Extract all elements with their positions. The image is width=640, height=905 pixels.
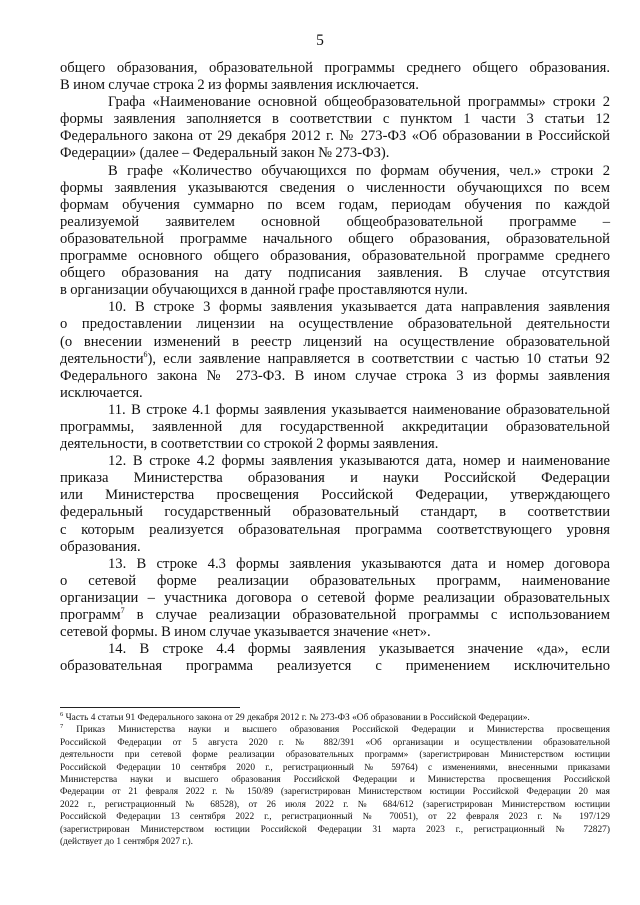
text-line: образовательной программе начального общего образования, образовательной — [60, 230, 610, 247]
footnote-ref-6[interactable]: 6 — [143, 349, 148, 359]
text-line: деятельности, в соответствии со строкой 2 формы заявления. — [60, 436, 439, 453]
paragraph — [60, 94, 610, 162]
footnote-line: деятельности при сетевой форме реализации образовательных программ» (зарегистрирован Министерством юстиции — [60, 750, 610, 761]
text-line: (о внесении изменений в реестр лицензий на осуществление образовательной — [60, 333, 610, 350]
paragraph — [60, 60, 610, 94]
text-segment: Часть 4 статьи 91 Федерального закона от 29 декабря 2012 г. № 273-ФЗ «Об образовании в Российской Федерации». — [63, 713, 530, 723]
footnotes — [60, 712, 610, 848]
text-line: 10. В строке 3 формы заявления указывается дата направления заявления — [108, 299, 610, 316]
footnote-7 — [60, 724, 610, 848]
paragraph-item-14 — [60, 641, 610, 675]
footnote-line: 2022 г., регистрационный № 68528), от 26 июля 2022 г. № 684/612 (зарегистрирован Министерством юстиции — [60, 799, 610, 810]
footnote-mark: 7 — [60, 723, 64, 731]
text-line: 14. В строке 4.4 формы заявления указывается значение «да», если — [108, 641, 610, 658]
footnote-line: (действует до 1 сентября 2027 г.). — [60, 837, 193, 848]
text-line: программе основного общего образования, образовательной программе среднего — [60, 248, 610, 265]
text-segment: в случае реализации образовательной программы с использованием — [124, 607, 610, 623]
text-line: Федерального закона № 273-ФЗ. В ином случае строка 3 из формы заявления — [60, 367, 610, 384]
text-segment: Приказ Министерства науки и высшего образования Российской Федерации и Министерства просвещения — [63, 725, 610, 736]
paragraph — [60, 163, 610, 300]
text-line: Федерального закона от 29 декабря 2012 г. № 273-ФЗ «Об образовании в Российской — [60, 128, 610, 145]
paragraph-item-13 — [60, 556, 610, 641]
text-line: о предоставлении лицензии на осуществление образовательной деятельности — [60, 316, 610, 333]
text-line: приказа Министерства образования и науки Российской Федерации — [60, 470, 610, 487]
footnote-line: Российской Федерации 10 сентября 2020 г., регистрационный № 59764) с изменениями, внесенными приказами — [60, 762, 610, 773]
document-body — [60, 60, 610, 675]
text-line: В графе «Количество обучающихся по формам обучения, чел.» строки 2 — [108, 162, 610, 179]
footnote-line: (зарегистрирован Министерством юстиции Российской Федерации 31 марта 2023 г., регистрационный № 72827) — [60, 824, 610, 835]
text-line — [60, 607, 610, 624]
text-line: формы заявления заполняется в соответствии с пунктом 1 части 3 статьи 12 — [60, 111, 610, 128]
text-line: формы заявления указываются сведения о численности обучающихся по всем — [60, 179, 610, 196]
text-line: реализуемой заявителем основной общеобразовательной программе – — [60, 213, 610, 230]
footnote-line: Российской Федерации от 5 августа 2020 г. № 882/391 «Об организации и осуществлении образовательной — [60, 737, 610, 748]
footnote-line: Федерации от 21 февраля 2022 г. № 150/89 (зарегистрирован Министерством юстиции Российской Федерации 20 мая — [60, 787, 610, 798]
text-segment: деятельности — [60, 350, 144, 367]
text-line — [60, 351, 610, 368]
footnote-6 — [60, 712, 610, 724]
text-segment: ), если заявление направляется в соответствии с частью 10 статьи 92 — [147, 350, 610, 367]
text-line: формам обучения суммарно по всем годам, периодам обучения по каждой — [60, 196, 610, 213]
text-line: или Министерства просвещения Российской Федерации, утверждающего — [60, 487, 610, 504]
text-line: 13. В строке 4.3 формы заявления указываются дата и номер договора — [108, 555, 610, 572]
footnote-mark: 6 — [60, 710, 64, 718]
text-line: Графа «Наименование основной общеобразовательной программы» строки 2 — [108, 94, 610, 111]
text-line: В ином случае строка 2 из формы заявления исключается. — [60, 77, 419, 94]
text-line: образования. — [60, 538, 141, 555]
text-segment: программ — [60, 607, 121, 623]
footnote-line — [60, 712, 610, 724]
footnote-ref-7[interactable]: 7 — [120, 606, 125, 616]
paragraph-item-11 — [60, 402, 610, 453]
text-line: программы, заявленной для государственной аккредитации образовательной — [60, 418, 610, 435]
paragraph-item-10 — [60, 299, 610, 402]
text-line: общего образования, образовательной программы среднего общего образования. — [60, 60, 610, 76]
text-line: организации – участника договора о сетевой форме реализации образовательных — [60, 589, 610, 606]
footnote-line — [60, 724, 610, 736]
text-line: сетевой формы. В ином случае указывается значение «нет». — [60, 624, 431, 641]
text-line: с которым реализуется образовательная программа соответствующего уровня — [60, 521, 610, 538]
text-line: о сетевой форме реализации образовательных программ, наименование — [60, 572, 610, 589]
paragraph-item-12 — [60, 453, 610, 556]
text-line: 11. В строке 4.1 формы заявления указывается наименование образовательной — [108, 401, 610, 418]
text-line: в организации обучающихся в данной графе проставляются нули. — [60, 282, 468, 299]
text-line: образовательная программа реализуется с применением исключительно — [60, 658, 610, 675]
page-number: 5 — [316, 32, 324, 49]
footnote-line: Министерства науки и высшего образования Российской Федерации и Министерства просвещения Российской — [60, 775, 610, 786]
footnote-line: Российской Федерации 13 сентября 2022 г., регистрационный № 70051), от 22 февраля 2023 г. № 197/129 — [60, 812, 610, 823]
footnote-separator — [60, 707, 240, 708]
text-line: федеральный государственный образовательный стандарт, в соответствии — [60, 504, 610, 521]
text-line: исключается. — [60, 384, 143, 401]
text-line: общего образования на дату подписания заявления. В случае отсутствия — [60, 265, 610, 282]
text-line: 12. В строке 4.2 формы заявления указываются дата, номер и наименование — [108, 453, 610, 470]
text-line: Федерации» (далее – Федеральный закон № 273-ФЗ). — [60, 145, 390, 162]
